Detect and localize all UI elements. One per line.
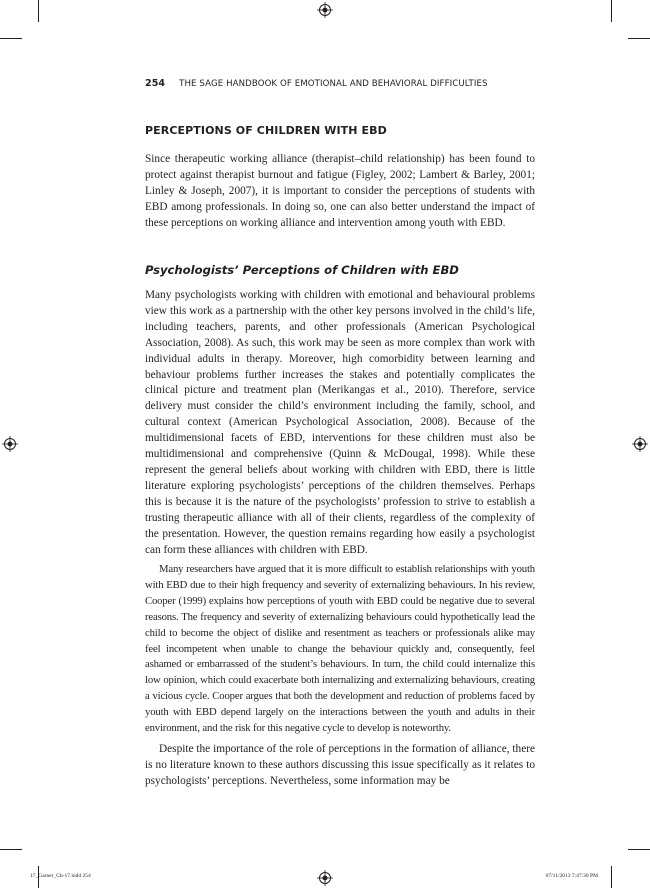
running-header — [145, 78, 535, 92]
crop-mark-top-left — [38, 0, 39, 22]
page-number: 254 — [145, 78, 166, 89]
paragraph: Many researchers have argued that it is more difficult to establish relationships with youth with EBD due to their high frequency and severity of externalizing behaviours. In his review, Cooper (1999) explains how perceptions of youth with EBD could be negative due to several reasons. The frequency and severity of externalizing behaviours could hypothetically lead the child to become the object of dislike and resentment as teachers or professionals alike may feel incompetent when unable to change the behaviour quickly and, consequently, feel ashamed or embarrassed of the student’s behaviours. In turn, the child could internalize this low opinion, which could exacerbate both internalizing and externalizing behaviours, creating a vicious cycle. Cooper argues that both the development and reduction of problems faced by youth with EBD depend largely on the interactions between the youth and adults in their environment, and the risk for this negative cycle to develop is noteworthy. — [145, 563, 535, 735]
crop-mark-top-right — [611, 0, 612, 22]
paragraph: Since therapeutic working alliance (therapist–child relationship) has been found to protect against therapist burnout and fatigue (Figley, 2002; Lambert & Barley, 2001; Linley & Joseph, 2007), it is important to consider the perceptions of students with EBD among professionals. In doing so, one can also better understand the impact of these perceptions on working alliance and intervention among youth with EBD. — [145, 153, 535, 229]
section-heading: PERCEPTIONS OF CHILDREN WITH EBD — [145, 124, 387, 137]
crop-mark-right-top — [628, 38, 650, 39]
registration-mark-icon — [632, 436, 648, 452]
registration-mark-icon — [317, 870, 333, 886]
crop-mark-left-bottom — [0, 849, 22, 850]
crop-mark-left-top — [0, 38, 22, 39]
running-header-title: THE SAGE HANDBOOK OF EMOTIONAL AND BEHAVIORAL DIFFICULTIES — [179, 79, 488, 89]
crop-mark-bottom-right — [611, 866, 612, 888]
slug-file: 17_Garner_Ch-17.indd 254 — [30, 873, 91, 879]
crop-mark-right-bottom — [628, 849, 650, 850]
subsection-heading: Psychologists’ Perceptions of Children with EBD — [145, 263, 459, 277]
registration-mark-icon — [317, 2, 333, 18]
paragraph: Many psychologists working with children with emotional and behavioural problems view this work as a partnership with the other key persons involved in the child’s life, including teachers, parents, and other professionals (American Psychological Association, 2008). As such, this work may be seen as more complex than work with individual adults in therapy. Moreover, high comorbidity between learning and behaviour problems further increases the stakes and potentially complicates the clinical picture and treatment plan (Merikangas et al., 2010). Therefore, service delivery must consider the child’s environment including the family, school, and cultural context (American Psychological Association, 2008). Because of the multidimensional facets of EBD, interventions for these children must also be multidimensional and comprehensive (Quinn & McDougal, 1998). While these represent the general beliefs about working with children with EBD, there is little literature exploring psychologists’ perceptions of the children themselves. Perhaps this is because it is the nature of the psychologists’ profession to strive to establish a trusting therapeutic alliance with all of their clients, regardless of the complexity of the presentation. However, the question remains regarding how easily a psychologist can form these alliances with children with EBD. — [145, 289, 535, 556]
registration-mark-icon — [2, 436, 18, 452]
paragraph: Despite the importance of the role of perceptions in the formation of alliance, there is no literature known to these authors discussing this issue specifically as it relates to psychologists’ perceptions. Nevertheless, some information may be — [145, 743, 535, 787]
slug-datetime: 07/11/2013 7:47:30 PM — [545, 873, 598, 879]
